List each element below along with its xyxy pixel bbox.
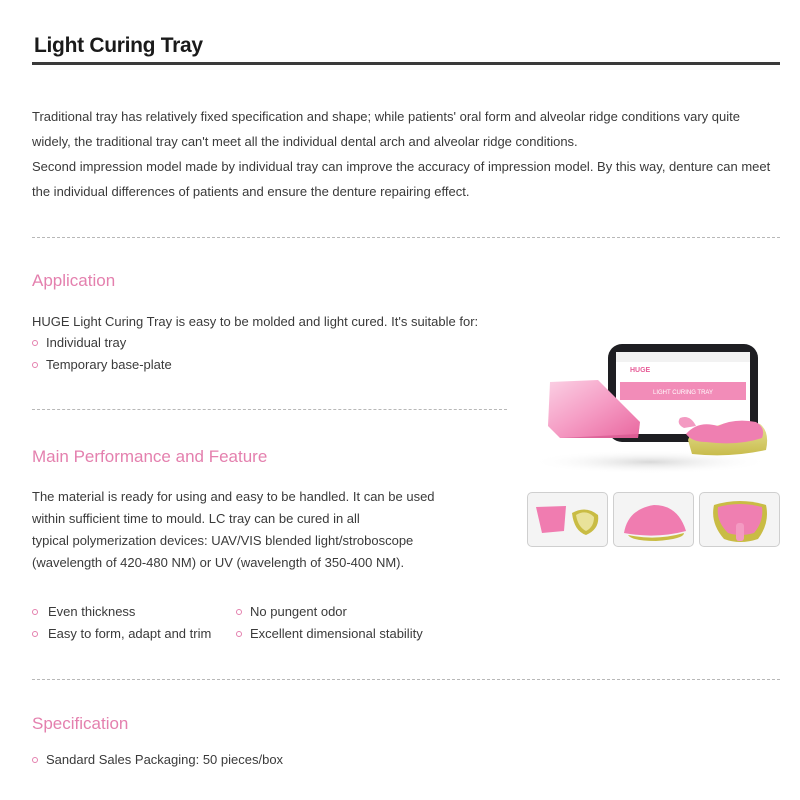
intro-text <box>32 104 782 204</box>
performance-heading: Main Performance and Feature <box>32 447 268 466</box>
bullet-icon <box>32 609 38 615</box>
list-item <box>236 623 423 645</box>
list-item <box>32 749 283 771</box>
product-photo <box>520 330 785 480</box>
section-divider-2 <box>32 409 507 410</box>
section-divider-3 <box>32 679 780 680</box>
performance-line: (wavelength of 420-480 NM) or UV (wavelength of 350-400 NM). <box>32 555 405 570</box>
thumbnail-1 <box>527 492 608 547</box>
application-heading: Application <box>32 271 116 290</box>
performance-line: within sufficient time to mould. LC tray can be cured in all <box>32 511 360 526</box>
feature-list-left <box>32 601 211 645</box>
thumbnail-tray-sheet <box>528 493 608 547</box>
product-thumbnails <box>527 492 780 547</box>
bullet-icon <box>32 340 38 346</box>
intro-paragraph-1: Traditional tray has relatively fixed specification and shape; while patients' oral form and alveolar ridge conditions vary quite widely, the traditional tray can't meet all the individual dental arch and alveolar ridge conditions. <box>32 109 740 149</box>
title-divider <box>32 62 780 65</box>
performance-text <box>32 486 435 574</box>
list-item <box>32 601 211 623</box>
bullet-icon <box>236 609 242 615</box>
list-item-label: Easy to form, adapt and trim <box>48 626 212 641</box>
list-item-label: Temporary base-plate <box>46 357 172 372</box>
list-item-label: No pungent odor <box>250 604 347 619</box>
bullet-icon <box>32 631 38 637</box>
bullet-icon <box>32 757 38 763</box>
list-item-label: Individual tray <box>46 335 127 350</box>
list-item-label: Sandard Sales Packaging: 50 pieces/box <box>46 752 284 767</box>
specification-list <box>32 749 283 771</box>
page-title: Light Curing Tray <box>34 34 203 57</box>
list-item-label: Excellent dimensional stability <box>250 626 423 641</box>
product-brand: HUGE <box>630 367 651 374</box>
thumbnail-2 <box>613 492 694 547</box>
section-divider-1 <box>32 237 780 238</box>
performance-line: typical polymerization devices: UAV/VIS blended light/stroboscope <box>32 533 414 548</box>
product-box-label: LIGHT CURING TRAY <box>652 390 714 396</box>
performance-line: The material is ready for using and easy to be handled. It can be used <box>32 489 435 504</box>
thumbnail-arch-tray <box>700 493 780 547</box>
list-item <box>236 601 423 623</box>
application-list <box>32 332 172 376</box>
list-item-label: Even thickness <box>48 604 136 619</box>
thumbnail-3 <box>699 492 780 547</box>
list-item <box>32 354 172 376</box>
intro-paragraph-2: Second impression model made by individual tray can improve the accuracy of impression model. By this way, denture can meet the individual differences of patients and ensure the denture repairing effect. <box>32 159 771 199</box>
list-item <box>32 623 211 645</box>
list-item <box>32 332 172 354</box>
bullet-icon <box>32 362 38 368</box>
bullet-icon <box>236 631 242 637</box>
specification-heading: Specification <box>32 714 129 733</box>
application-text: HUGE Light Curing Tray is easy to be molded and light cured. It's suitable for: <box>32 314 479 329</box>
feature-list-right <box>236 601 423 645</box>
thumbnail-moulded-tray <box>614 493 694 547</box>
